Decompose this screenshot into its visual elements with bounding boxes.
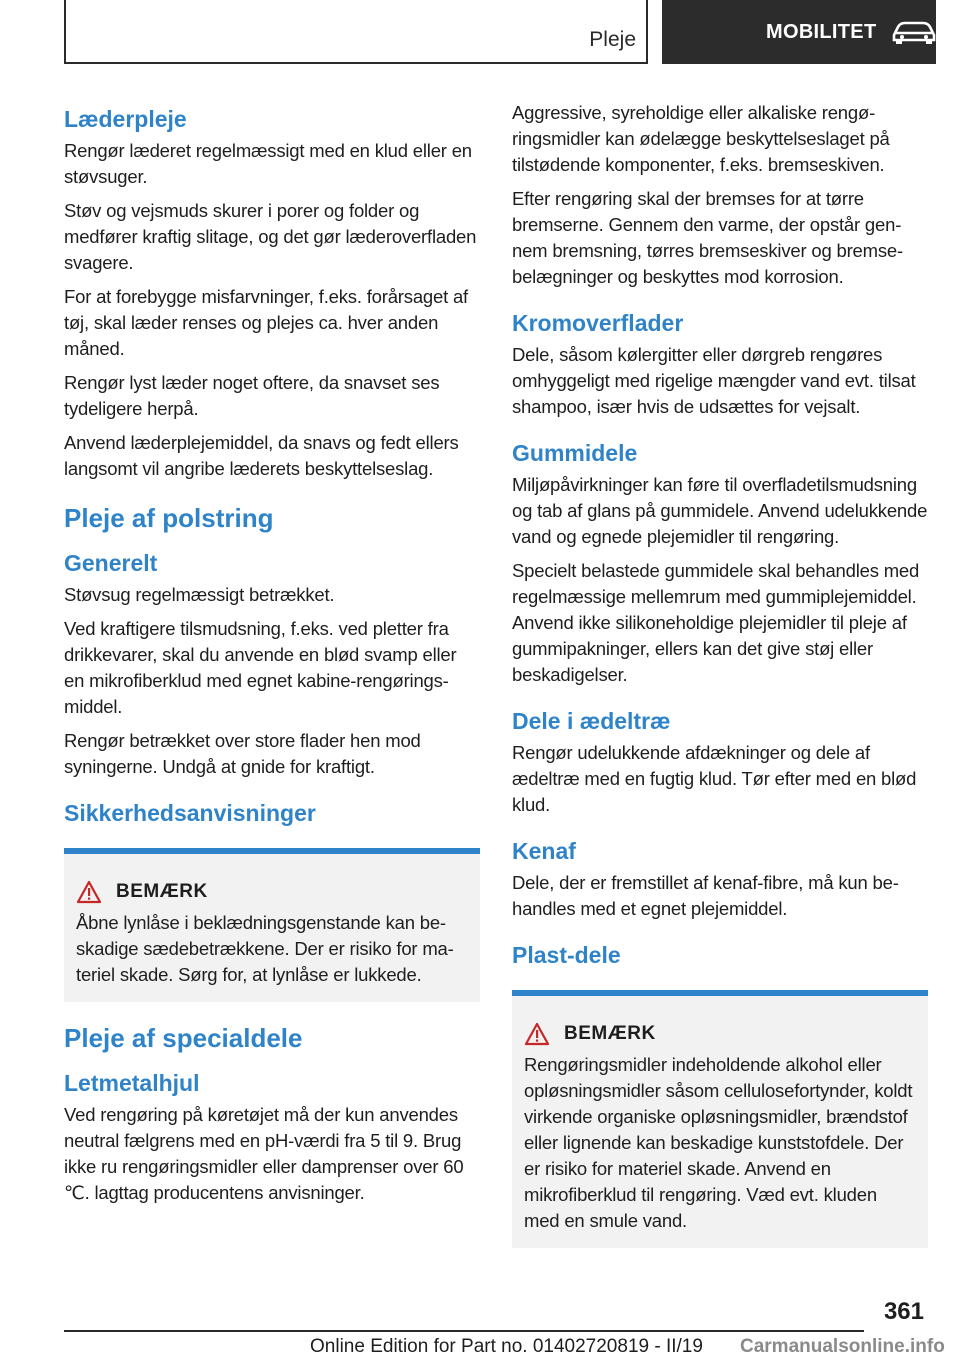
notice-box — [64, 848, 480, 1002]
paragraph: Rengør læderet regelmæssigt med en klud eller en støvsuger. — [64, 140, 472, 187]
page-number: 361 — [883, 1298, 924, 1325]
paragraph: For at forebygge misfarvninger, f.eks. forårsaget af tøj, skal læder renses og plejes ca. hver anden måned. — [64, 286, 468, 359]
section-title: Pleje — [589, 28, 636, 51]
notice-text: Rengøringsmidler indeholdende alkohol eller opløsningsmidler såsom cellulosefortynder, koldt virkende organiske opløsningsmidler, brændstof eller lignende kan beskadige kunststofdele. Der er risiko for materiel skade. Anvend en mikrofiberklud til rengøring. Væd evt. kluden med en smule vand. — [524, 1054, 913, 1231]
car-icon — [890, 19, 938, 45]
paragraph: Støvsug regelmæssigt betrækket. — [64, 584, 335, 605]
heading-kenaf: Kenaf — [512, 838, 576, 864]
heading-pleje-af-polstring: Pleje af polstring — [64, 503, 274, 533]
warning-icon — [76, 880, 102, 904]
paragraph: Specielt belastede gummidele skal behandles med regelmæssige mellemrum med gummiplejemiddel. Anvend ikke silikoneholdige plejemidler til pleje af gummipakninger, ellers kan det give støj eller beskadigelser. — [512, 560, 920, 685]
paragraph: Anvend læderplejemiddel, da snavs og fedt ellers langsomt vil angribe læderets beskyttelseslag. — [64, 432, 459, 479]
heading-pleje-af-specialdele: Pleje af specialdele — [64, 1023, 303, 1053]
footer-divider — [64, 1330, 864, 1332]
footer-edition: Online Edition for Part no. 01402720819 - II/19 — [310, 1336, 703, 1357]
chapter-tab[interactable] — [662, 0, 936, 64]
heading-letmetalhjul: Letmetalhjul — [64, 1070, 200, 1096]
paragraph: Rengør betrækket over store flader hen mod syningerne. Undgå at gnide for kraftigt. — [64, 730, 421, 777]
paragraph: Støv og vejsmuds skurer i porer og folder og medfører kraftig slitage, og det gør læderoverfladen svagere. — [64, 200, 477, 273]
warning-icon — [524, 1022, 550, 1046]
paragraph: Aggressive, syreholdige eller alkaliske rengøringsmidler kan ødelægge beskyttelseslaget på tilstødende komponenter, f.eks. bremseskiven. — [512, 102, 890, 175]
heading-plast-dele: Plast-dele — [512, 942, 621, 968]
notice-text: Åbne lynlåse i beklædningsgenstande kan beskadige sædebetrækkene. Der er risiko for materiel skade. Sørg for, at lynlåse er lukkede. — [76, 912, 454, 985]
heading-gummidele: Gummidele — [512, 440, 638, 466]
paragraph: Miljøpåvirkninger kan føre til overfladetilsmudsning og tab af glans på gummidele. Anvend udelukkende vand og egnede plejemidler til rengøring. — [512, 474, 928, 547]
heading-sikkerhedsanvisninger: Sikkerhedsanvisninger — [64, 800, 316, 826]
heading-dele-i-aedeltrae: Dele i ædeltræ — [512, 708, 671, 734]
header-frame — [64, 0, 648, 64]
heading-generelt: Generelt — [64, 550, 158, 576]
notice-box — [512, 990, 928, 1248]
right-column — [512, 100, 928, 1266]
chapter-tab-label: MOBILITET — [766, 20, 877, 43]
paragraph: Ved rengøring på køretøjet må der kun anvendes neutral fælgrens med en pH-værdi fra 5 til 9. Brug ikke ru rengøringsmidler eller damprenser over 60 ℃. lagttag producentens anvisninger. — [64, 1104, 464, 1203]
paragraph: Rengør lyst læder noget oftere, da snavset ses tydeligere herpå. — [64, 372, 440, 419]
paragraph: Dele, såsom kølergitter eller dørgreb rengøres omhyggeligt med rigelige mængder vand evt. tilsat shampoo, især hvis de udsættes for vejsalt. — [512, 344, 916, 417]
left-column — [64, 100, 480, 1214]
paragraph: Efter rengøring skal der bremses for at tørre bremserne. Gennem den varme, der opstår gennem bremsning, tørres bremseskiver og bremsebelægninger og beskyttes mod korrosion. — [512, 188, 904, 287]
heading-laederpleje: Læderpleje — [64, 106, 187, 132]
notice-title: BEMÆRK — [116, 881, 208, 902]
paragraph: Dele, der er fremstillet af kenaf-fibre, må kun behandles med et egnet plejemiddel. — [512, 872, 899, 919]
watermark: Carmanualsonline.info — [740, 1336, 945, 1357]
notice-title: BEMÆRK — [564, 1023, 656, 1044]
paragraph: Ved kraftigere tilsmudsning, f.eks. ved pletter fra drikkevarer, skal du anvende en blød svamp eller en mikrofiberklud med egnet kabine-rengøringsmiddel. — [64, 618, 457, 717]
heading-kromoverflader: Kromoverflader — [512, 310, 684, 336]
paragraph: Rengør udelukkende afdækninger og dele af ædeltræ med en fugtig klud. Tør efter med en blød klud. — [512, 742, 917, 815]
